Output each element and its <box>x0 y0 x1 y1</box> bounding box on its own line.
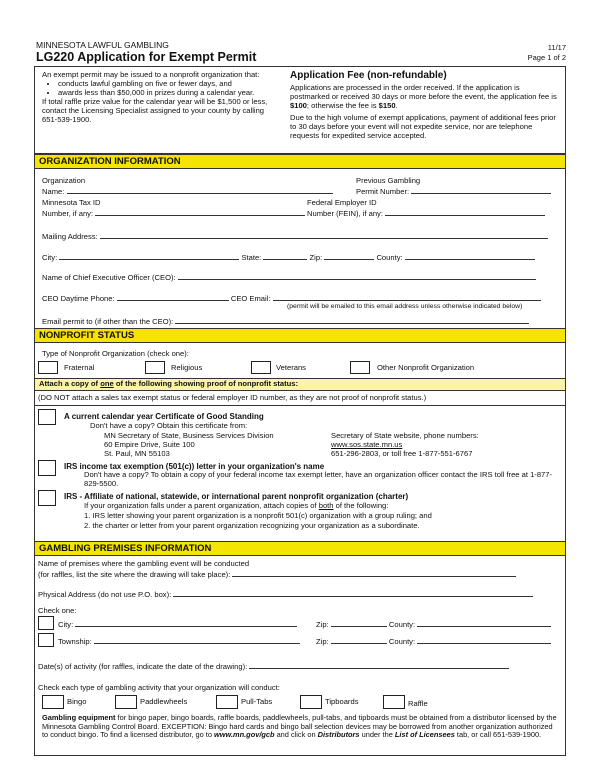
divider <box>34 405 566 406</box>
opt3-text: If your organization falls under a parent organization, attach copies of both of the following: <box>84 501 389 510</box>
premises-name-label: Name of premises where the gambling event will be conducted <box>38 559 250 568</box>
opt3-item: 1. IRS letter showing your parent organization is a nonprofit 501(c) organization with a group ruling; and <box>84 511 432 520</box>
bottom-border <box>34 755 566 756</box>
sos-website-link[interactable]: www.sos.state.mn.us <box>331 440 403 449</box>
city-checkbox[interactable] <box>38 616 54 630</box>
fee-heading: Application Fee (non-refundable) <box>290 70 447 81</box>
other-nonprofit-checkbox[interactable] <box>350 361 370 374</box>
fee-section <box>290 70 560 141</box>
tipboards-label: Tipboards <box>325 697 359 706</box>
premises-city-row: City: <box>58 619 297 630</box>
form-title: LG220 Application for Exempt Permit <box>36 50 257 64</box>
city-row: City: State: Zip: County: <box>42 252 535 263</box>
premises-zip-input[interactable] <box>331 619 387 627</box>
fraternal-checkbox[interactable] <box>38 361 58 374</box>
email-note: (permit will be emailed to this email address unless otherwise indicated below) <box>287 303 523 310</box>
np-type-label: Type of Nonprofit Organization (check one): <box>42 349 189 358</box>
fee-p2: Due to the high volume of exempt applications, payment of additional fees prior to 30 days before your event will not expedite service, nor are telephone requests for expedited service accepted. <box>290 112 556 140</box>
org-name-row: Name: <box>42 186 333 197</box>
email-permit-row: Email permit to (if other than the CEO): <box>42 316 529 327</box>
premises-township-row: Township: <box>58 636 300 647</box>
gcb-website-link[interactable]: www.mn.gov/gcb <box>214 730 275 740</box>
religious-label: Religious <box>171 363 203 372</box>
opt1-title: A current calendar year Certificate of Good Standing <box>64 412 264 421</box>
intro-left <box>42 71 278 125</box>
opt1-phone: 651-296-2803, or toll free 1-877-551-6767 <box>331 449 473 458</box>
ceo-input[interactable] <box>178 272 536 280</box>
dates-input[interactable] <box>249 661 509 669</box>
check-one-label: Check one: <box>38 606 77 615</box>
check-each-label: Check each type of gambling activity that your organization will conduct: <box>38 683 280 692</box>
premises-city-input[interactable] <box>75 619 297 627</box>
prev-permit-row: Permit Number: <box>356 186 551 197</box>
county-input[interactable] <box>405 252 535 260</box>
prev-permit-input[interactable] <box>411 186 551 194</box>
opt1-line: Don't have a copy? Obtain this certificate from: <box>90 421 248 430</box>
equipment-note: Gambling equipment for bingo paper, bingo boards, raffle boards, paddlewheels, pull-tabs, and tipboards must be obtained from a distributor licensed by the Minnesota Gambling Control Board. EXCEPTION: Bingo hard cards and bingo ball selection devices may be borrowed from another organization authorized to conduct bingo. To find a licensed distributor, go to www.mn.gov/gcb and click on Distributors under the List of Licensees tab, or call 651-539-1900. <box>42 713 557 740</box>
premises-township-zip-row: Zip: County: <box>316 636 551 647</box>
mailing-input[interactable] <box>100 231 548 239</box>
tax-id-label: Minnesota Tax ID <box>42 198 101 207</box>
attach-proof-heading: Attach a copy of one of the following showing proof of nonprofit status: <box>34 378 566 391</box>
raffle-label: Raffle <box>408 699 428 708</box>
fein-label: Federal Employer ID <box>307 198 377 207</box>
pulltabs-checkbox[interactable] <box>216 695 238 709</box>
irs-affiliate-checkbox[interactable] <box>38 490 56 506</box>
form-date: 11/17 <box>547 43 566 52</box>
agency-name: MINNESOTA LAWFUL GAMBLING <box>36 40 169 50</box>
intro-p2: If total raffle prize value for the calendar year will be $1,500 or less, contact the Licensing Specialist assigned to your county by calling 651-539-1900. <box>42 96 268 124</box>
zip-input[interactable] <box>324 252 374 260</box>
fraternal-label: Fraternal <box>64 363 95 372</box>
opt1-address: MN Secretary of State, Business Services Division 60 Empire Drive, Suite 100 St. Paul, MN 55103 <box>104 431 274 458</box>
premises-city-zip-row: Zip: County: <box>316 619 551 630</box>
physical-row: Physical Address (do not use P.O. box): <box>38 589 533 600</box>
opt3-title: IRS - Affiliate of national, statewide, or international parent nonprofit organization (charter) <box>64 492 409 501</box>
ceo-phone-input[interactable] <box>117 293 229 301</box>
page-number: Page 1 of 2 <box>527 53 566 62</box>
good-standing-checkbox[interactable] <box>38 409 56 425</box>
opt2-title: IRS income tax exemption (501(c)) letter in your organization's name <box>64 462 325 471</box>
premises-township-input[interactable] <box>94 636 300 644</box>
opt1-web-label: Secretary of State website, phone numbers: <box>331 431 479 440</box>
org-name-input[interactable] <box>67 186 333 194</box>
veterans-checkbox[interactable] <box>251 361 271 374</box>
irs-letter-checkbox[interactable] <box>38 460 56 476</box>
tax-id-row: Number, if any: <box>42 208 305 219</box>
fee-p1: Applications are processed in the order received. If the application is postmarked or received 30 days or more before the event, the application fee is $100; otherwise the fee is $150. <box>290 82 557 110</box>
premises-county-input[interactable] <box>417 619 551 627</box>
city-input[interactable] <box>59 252 239 260</box>
state-input[interactable] <box>263 252 307 260</box>
mailing-row: Mailing Address: <box>42 231 548 242</box>
religious-checkbox[interactable] <box>145 361 165 374</box>
veterans-label: Veterans <box>276 363 306 372</box>
raffle-checkbox[interactable] <box>383 695 405 709</box>
prev-permit-label: Previous Gambling <box>356 176 421 185</box>
intro-bullet: • conducts lawful gambling on five or fewer days, and <box>58 80 278 89</box>
bingo-checkbox[interactable] <box>42 695 64 709</box>
intro-bullet: • awards less than $50,000 in prizes during a calendar year. <box>58 89 278 98</box>
premises-township-zip-input[interactable] <box>331 636 387 644</box>
nonprofit-heading: NONPROFIT STATUS <box>34 328 566 343</box>
premises-township-county-input[interactable] <box>417 636 551 644</box>
ceo-email-input[interactable] <box>273 293 541 301</box>
opt2-text: Don't have a copy? To obtain a copy of your federal income tax exempt letter, have an organization officer contact the IRS toll free at 1-877-829-5500. <box>84 470 553 488</box>
ceo-row: Name of Chief Executive Officer (CEO): <box>42 272 536 283</box>
ceo-contact-row: CEO Daytime Phone: CEO Email: <box>42 293 541 304</box>
paddlewheels-checkbox[interactable] <box>115 695 137 709</box>
premises-name-row: (for raffles, list the site where the drawing will take place): <box>38 569 516 580</box>
org-heading: ORGANIZATION INFORMATION <box>34 154 566 169</box>
donot-note: (DO NOT attach a sales tax exempt status or federal employer ID number, as they are not proof of nonprofit status.) <box>38 393 427 402</box>
paddlewheels-label: Paddlewheels <box>140 697 188 706</box>
intro-p1: An exempt permit may be issued to a nonprofit organization that: <box>42 70 260 79</box>
pulltabs-label: Pull-Tabs <box>241 697 273 706</box>
tipboards-checkbox[interactable] <box>300 695 322 709</box>
bingo-label: Bingo <box>67 697 87 706</box>
fein-input[interactable] <box>385 208 545 216</box>
premises-heading: GAMBLING PREMISES INFORMATION <box>34 541 566 556</box>
dates-row: Date(s) of activity (for raffles, indicate the date of the drawing): <box>38 661 509 672</box>
opt3-item: 2. the charter or letter from your parent organization recognizing your organization as a subordinate. <box>84 521 420 530</box>
org-name-label: Organization <box>42 176 86 185</box>
tax-id-input[interactable] <box>95 208 305 216</box>
other-nonprofit-label: Other Nonprofit Organization <box>377 363 475 372</box>
township-checkbox[interactable] <box>38 633 54 647</box>
email-permit-input[interactable] <box>175 316 529 324</box>
premises-name-input[interactable] <box>232 569 516 577</box>
physical-address-input[interactable] <box>173 589 533 597</box>
fein-row: Number (FEIN), if any: <box>307 208 545 219</box>
